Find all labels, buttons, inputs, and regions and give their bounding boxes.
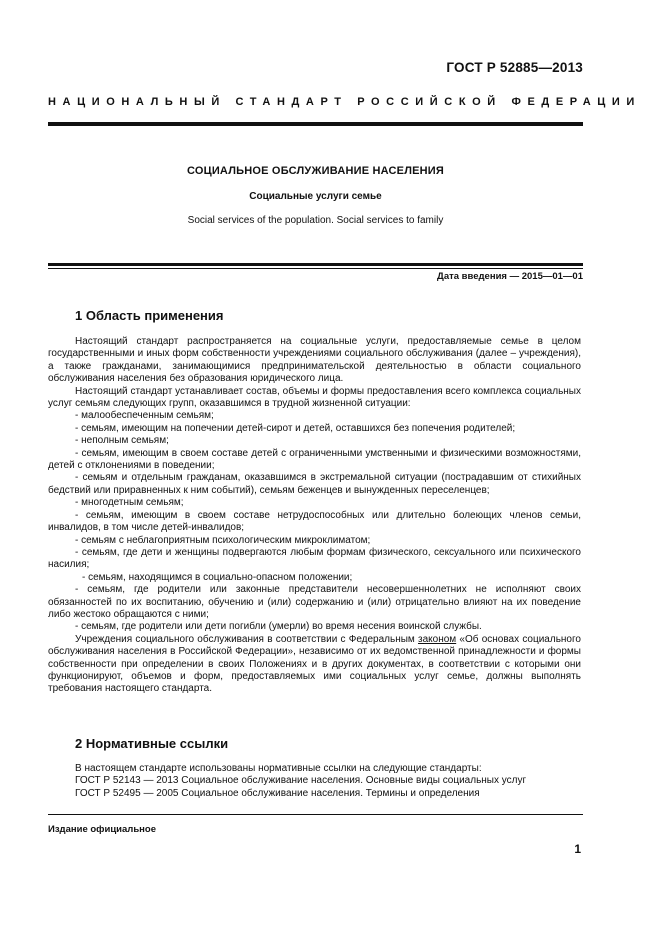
list-item: - семьям, имеющим в своем составе детей с ограниченными умственными и физическими возможностями, детей с отклонениями в поведении; [48,447,581,472]
list-item: - семьям, где родители или законные представители несовершеннолетних не исполняют своих обязанностей по их воспитанию, обучению и (или) содержанию и (или) отрицательно влияют на их поведение либо жестоко обращаются с ними; [48,584,581,620]
list-item: - семьям и отдельным гражданам, оказавшимся в экстремальной ситуации (пострадавшим от стихийных бедствий или приравненных к ним событий), семьям беженцев и вынужденных переселенцев; [48,472,581,496]
list-item: - малообеспеченным семьям; [75,410,214,422]
english-title: Social services of the population. Social services to family [187,215,444,226]
list-item: - семьям, где дети и женщины подвергаются любым формам физического, сексуального или психического насилия; [48,546,581,571]
reference-item: ГОСТ Р 52495 — 2005 Социальное обслуживание населения. Термины и определения [75,787,480,799]
footer-rule [48,814,583,815]
header-rule [48,122,583,126]
list-item: - семьям, где родители или дети погибли (умерли) во время несения воинской службы. [75,621,482,633]
paragraph-text-start: Учреждения социального обслуживания в соответствии с Федеральным [75,633,419,645]
section-1-paragraph-3 [48,634,581,696]
list-item: - семьям, имеющим на попечении детей-сирот и детей, оставшихся без попечения родителей; [75,422,516,434]
reference-item: ГОСТ Р 52143 — 2013 Социальное обслуживание населения. Основные виды социальных услуг [75,775,527,787]
list-item: - семьям с неблагоприятным психологическим микроклиматом; [75,534,371,546]
page-number: 1 [574,842,581,856]
national-standard-banner: НАЦИОНАЛЬНЫЙ СТАНДАРТ РОССИЙСКОЙ ФЕДЕРАЦИИ [48,96,641,108]
section-2-body [48,763,581,800]
federal-law-link[interactable]: законом [418,633,457,645]
paragraph-text-end: «Об основах социального обслуживания населения в Российской Федерации», независимо от их ведомственной принадлежности и формы собственности при определении в своих Положениях и в других документах, в соответствии с которыми они функционируют, объемов и форм, предоставляемых ими социальных услуг семье, должны выполнять требования настоящего стандарта. [48,633,581,695]
standard-number: ГОСТ Р 52885—2013 [446,60,583,75]
section-2-paragraph-1: В настоящем стандарте использованы нормативные ссылки на следующие стандарты: [75,763,482,774]
document-subtitle: Социальные услуги семье [249,191,382,202]
list-item: - неполным семьям; [75,435,169,447]
title-rule-thin [48,268,583,269]
title-rule-thick [48,263,583,266]
document-title: СОЦИАЛЬНОЕ ОБСЛУЖИВАНИЕ НАСЕЛЕНИЯ [186,165,445,177]
section-1-paragraph-2: Настоящий стандарт устанавливает состав, объемы и формы предоставления всего комплекса социальных услуг семьям следующих групп, оказавшимся в трудной жизненной ситуации: [48,385,581,410]
section-1-paragraph-1: Настоящий стандарт распространяется на социальные услуги, предоставляемые семье в целом государственными и иных форм собственности учреждениями социального обслуживания (далее – учреждения), а также гражданами, занимающимися предпринимательской деятельностью в области социального обслуживания населения без образования юридического лица. [48,336,581,385]
list-item: - многодетным семьям; [75,497,184,509]
section-2-heading: 2 Нормативные ссылки [75,736,229,751]
introduction-date: Дата введения — 2015—01—01 [437,271,583,282]
section-1-body [48,336,581,696]
list-item: - семьям, находящимся в социально-опасном положении; [82,571,353,583]
official-edition-label: Издание официальное [48,824,156,835]
section-1-heading: 1 Область применения [75,308,224,323]
list-item: - семьям, имеющим в своем составе нетрудоспособных или длительно болеющих членов семьи, инвалидов, в том числе детей-инвалидов; [48,509,581,534]
